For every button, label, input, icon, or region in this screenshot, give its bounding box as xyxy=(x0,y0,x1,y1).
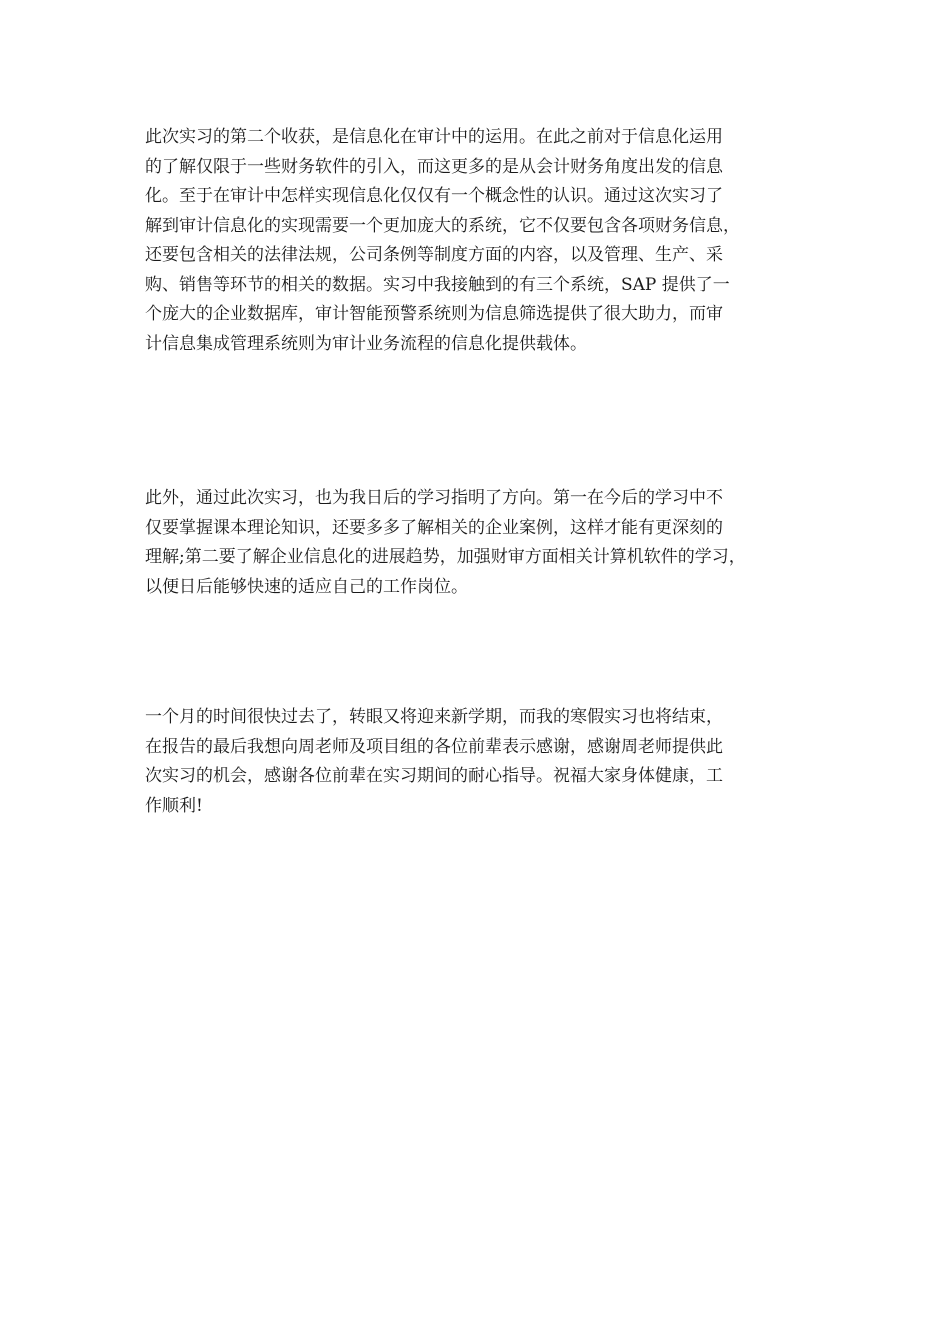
paragraph-line: 购、销售等环节的相关的数据。实习中我接触到的有三个系统，SAP 提供了一 xyxy=(145,274,730,295)
paragraph-line: 此外，通过此次实习，也为我日后的学习指明了方向。第一在今后的学习中不 xyxy=(145,488,723,508)
paragraph-internship-gain xyxy=(145,123,820,359)
paragraph-line: 次实习的机会，感谢各位前辈在实习期间的耐心指导。祝福大家身体健康，工 xyxy=(145,766,723,786)
paragraph-study-direction xyxy=(145,484,820,602)
paragraph-line: 个庞大的企业数据库，审计智能预警系统则为信息筛选提供了很大助力，而审 xyxy=(145,304,723,324)
paragraph-line: 还要包含相关的法律法规，公司条例等制度方面的内容，以及管理、生产、采 xyxy=(145,245,723,265)
paragraph-line: 一个月的时间很快过去了，转眼又将迎来新学期，而我的寒假实习也将结束， xyxy=(145,707,723,727)
paragraph-line: 的了解仅限于一些财务软件的引入，而这更多的是从会计财务角度出发的信息 xyxy=(145,156,723,177)
paragraph-line: 在报告的最后我想向周老师及项目组的各位前辈表示感谢，感谢周老师提供此 xyxy=(145,736,723,757)
paragraph-thanks xyxy=(145,703,820,821)
paragraph-line: 此次实习的第二个收获，是信息化在审计中的运用。在此之前对于信息化运用 xyxy=(145,127,723,147)
paragraph-line: 理解;第二要了解企业信息化的进展趋势，加强财审方面相关计算机软件的学习， xyxy=(145,547,746,567)
paragraph-line: 作顺利! xyxy=(145,795,203,816)
paragraph-line: 解到审计信息化的实现需要一个更加庞大的系统，它不仅要包含各项财务信息， xyxy=(145,215,740,236)
paragraph-line: 以便日后能够快速的适应自己的工作岗位。 xyxy=(145,576,468,597)
paragraph-line: 化。至于在审计中怎样实现信息化仅仅有一个概念性的认识。通过这次实习了 xyxy=(145,186,723,206)
paragraph-line: 计信息集成管理系统则为审计业务流程的信息化提供载体。 xyxy=(145,333,587,354)
paragraph-line: 仅要掌握课本理论知识，还要多多了解相关的企业案例，这样才能有更深刻的 xyxy=(145,517,723,538)
